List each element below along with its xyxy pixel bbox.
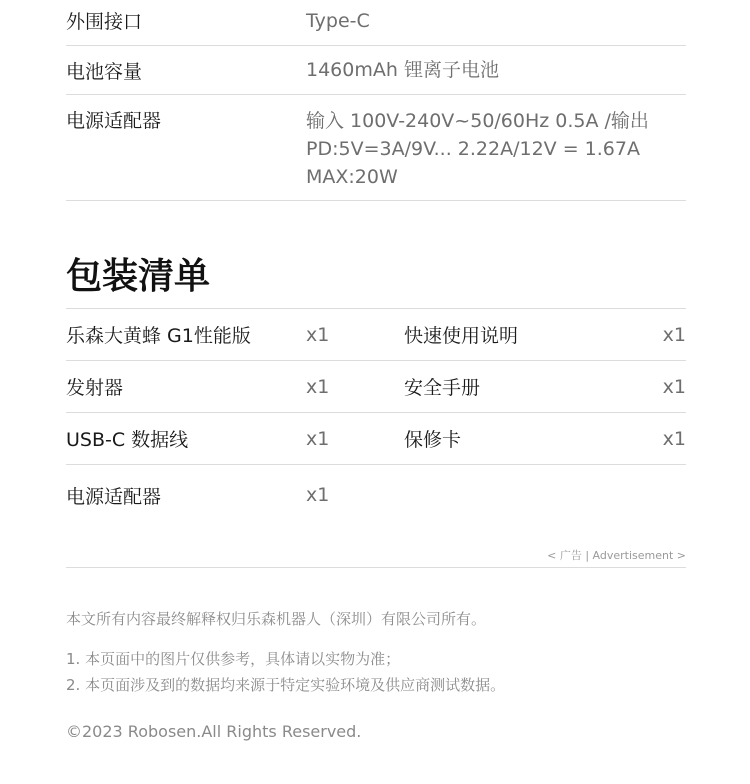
spec-row-battery xyxy=(66,46,686,95)
footnote: 2. 本页面涉及到的数据均来源于特定实验环境及供应商测试数据。 xyxy=(66,676,506,694)
spec-value-line: 输入 100V-240V~50/60Hz 0.5A /输出 xyxy=(306,110,649,132)
spec-value-multiline xyxy=(306,107,686,191)
package-item-name: 发射器 xyxy=(66,377,124,399)
spec-label: 电源适配器 xyxy=(66,110,162,132)
package-item-name: 电源适配器 xyxy=(66,485,162,508)
spec-row-adapter xyxy=(66,95,686,201)
advertisement-label: < 广告 | Advertisement > xyxy=(547,549,686,562)
package-item-name: 安全手册 xyxy=(404,377,481,399)
footnote: 1. 本页面中的图片仅供参考，具体请以实物为准； xyxy=(66,650,401,668)
spec-label: 外围接口 xyxy=(66,11,143,33)
package-item-qty: x1 xyxy=(662,323,686,346)
package-item-qty: x1 xyxy=(306,375,330,398)
package-item-qty: x1 xyxy=(662,427,686,450)
spec-value: Type-C xyxy=(306,9,370,32)
package-row xyxy=(66,465,686,525)
package-item-qty: x1 xyxy=(306,427,330,450)
package-row xyxy=(66,361,686,413)
rights-statement: 本文所有内容最终解释权归乐森机器人（深圳）有限公司所有。 xyxy=(66,610,487,628)
package-item-name: 快速使用说明 xyxy=(404,325,519,347)
package-item-qty: x1 xyxy=(662,375,686,398)
package-item-qty: x1 xyxy=(306,484,330,506)
package-item-name: 保修卡 xyxy=(404,429,462,451)
spec-row-port xyxy=(66,0,686,46)
package-title: 包装清单 xyxy=(66,256,211,297)
divider xyxy=(66,567,686,568)
spec-page xyxy=(66,0,686,741)
spec-label: 电池容量 xyxy=(66,60,143,83)
spec-value-line: PD:5V=3A/9V... 2.22A/12V = 1.67A xyxy=(306,138,640,160)
package-list xyxy=(66,308,686,525)
package-item-qty: x1 xyxy=(306,323,330,346)
copyright: ©2023 Robosen.All Rights Reserved. xyxy=(66,722,362,741)
spec-value-line: MAX:20W xyxy=(306,166,398,188)
package-item-name: 乐森大黄蜂 G1性能版 xyxy=(66,325,251,347)
package-row xyxy=(66,309,686,361)
package-item-name: USB-C 数据线 xyxy=(66,429,189,451)
spec-value: 1460mAh 锂离子电池 xyxy=(306,59,499,81)
package-row xyxy=(66,413,686,465)
